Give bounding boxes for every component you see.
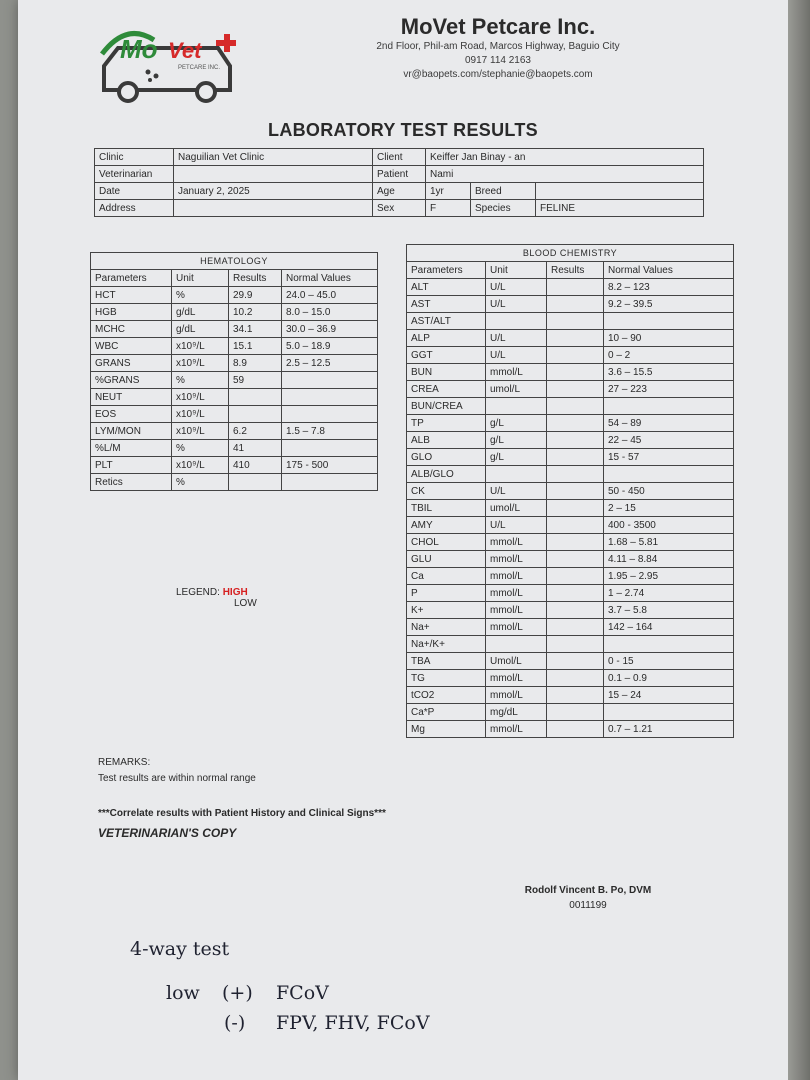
table-cell: umol/L xyxy=(486,381,547,398)
remarks-text: Test results are within normal range xyxy=(98,773,256,784)
table-cell: 8.2 – 123 xyxy=(604,279,734,296)
table-cell: 22 – 45 xyxy=(604,432,734,449)
table-cell: Na+/K+ xyxy=(407,636,486,653)
clinic-label: Clinic xyxy=(95,149,174,166)
table-cell: 2 – 15 xyxy=(604,500,734,517)
table-cell xyxy=(547,330,604,347)
table-cell xyxy=(547,500,604,517)
table-cell: EOS xyxy=(91,406,172,423)
table-row xyxy=(407,721,734,738)
table-cell: U/L xyxy=(486,279,547,296)
table-row xyxy=(407,704,734,721)
table-cell: g/L xyxy=(486,415,547,432)
report-title: LABORATORY TEST RESULTS xyxy=(268,120,538,140)
handwritten-negative: (-) xyxy=(224,1012,246,1034)
table-cell: GLU xyxy=(407,551,486,568)
table-cell: Ca xyxy=(407,568,486,585)
table-cell xyxy=(547,568,604,585)
hematology-table xyxy=(90,252,378,491)
table-row xyxy=(407,619,734,636)
table-row xyxy=(407,500,734,517)
hematology-title: HEMATOLOGY xyxy=(91,253,378,270)
table-cell xyxy=(547,721,604,738)
table-cell: 10 – 90 xyxy=(604,330,734,347)
table-cell xyxy=(486,466,547,483)
table-cell xyxy=(547,279,604,296)
date-value: January 2, 2025 xyxy=(174,183,373,200)
table-cell: Retics xyxy=(91,474,172,491)
vet-label: Veterinarian xyxy=(95,166,174,183)
table-cell: mmol/L xyxy=(486,364,547,381)
table-row xyxy=(407,279,734,296)
table-row xyxy=(407,551,734,568)
table-cell: 8.9 xyxy=(229,355,282,372)
table-cell: mmol/L xyxy=(486,551,547,568)
company-phone: 0917 114 2163 xyxy=(465,55,531,66)
table-cell: 3.6 – 15.5 xyxy=(604,364,734,381)
table-row xyxy=(407,670,734,687)
remarks-label: REMARKS: xyxy=(98,757,151,768)
column-header: Results xyxy=(547,262,604,279)
table-cell: 9.2 – 39.5 xyxy=(604,296,734,313)
copy-label: VETERINARIAN'S COPY xyxy=(98,826,237,840)
table-cell: GRANS xyxy=(91,355,172,372)
table-row xyxy=(407,466,734,483)
table-cell: 41 xyxy=(229,440,282,457)
table-cell xyxy=(547,619,604,636)
table-cell xyxy=(547,636,604,653)
legend xyxy=(176,587,257,609)
table-cell: 5.0 – 18.9 xyxy=(282,338,378,355)
table-cell xyxy=(282,440,378,457)
table-cell xyxy=(229,474,282,491)
table-cell: HGB xyxy=(91,304,172,321)
table-cell xyxy=(547,585,604,602)
table-cell: 0 – 2 xyxy=(604,347,734,364)
table-cell: % xyxy=(172,474,229,491)
table-cell xyxy=(547,296,604,313)
table-cell: 175 - 500 xyxy=(282,457,378,474)
table-cell: U/L xyxy=(486,296,547,313)
table-cell: x10⁹/L xyxy=(172,355,229,372)
column-header: Unit xyxy=(486,262,547,279)
table-cell: 29.9 xyxy=(229,287,282,304)
table-cell: TBIL xyxy=(407,500,486,517)
table-cell: mmol/L xyxy=(486,534,547,551)
table-cell xyxy=(547,483,604,500)
table-cell: 8.0 – 15.0 xyxy=(282,304,378,321)
table-cell: BUN/CREA xyxy=(407,398,486,415)
table-cell: ALP xyxy=(407,330,486,347)
table-cell: 50 - 450 xyxy=(604,483,734,500)
table-row xyxy=(91,287,378,304)
table-cell: % xyxy=(172,372,229,389)
table-cell: Ca*P xyxy=(407,704,486,721)
signer-license: 0011199 xyxy=(569,900,607,911)
table-cell: 3.7 – 5.8 xyxy=(604,602,734,619)
svg-text:Mo: Mo xyxy=(120,34,158,64)
table-cell: mmol/L xyxy=(486,687,547,704)
table-row xyxy=(407,364,734,381)
table-cell: WBC xyxy=(91,338,172,355)
info-row xyxy=(95,149,704,166)
table-cell: x10⁹/L xyxy=(172,457,229,474)
table-cell: mmol/L xyxy=(486,585,547,602)
table-cell: 0.7 – 1.21 xyxy=(604,721,734,738)
table-row xyxy=(91,440,378,457)
table-cell: AST xyxy=(407,296,486,313)
table-cell xyxy=(547,517,604,534)
table-cell: 1.68 – 5.81 xyxy=(604,534,734,551)
table-cell: 2.5 – 12.5 xyxy=(282,355,378,372)
table-cell: 0 - 15 xyxy=(604,653,734,670)
info-row xyxy=(95,200,704,217)
patient-label: Patient xyxy=(373,166,426,183)
table-cell xyxy=(604,398,734,415)
table-row xyxy=(407,449,734,466)
info-row xyxy=(95,183,704,200)
table-cell: x10⁹/L xyxy=(172,338,229,355)
patient-info-table xyxy=(94,148,704,217)
table-cell: 59 xyxy=(229,372,282,389)
table-cell: CK xyxy=(407,483,486,500)
table-cell: NEUT xyxy=(91,389,172,406)
column-header: Normal Values xyxy=(282,270,378,287)
table-cell: x10⁹/L xyxy=(172,423,229,440)
table-cell: 30.0 – 36.9 xyxy=(282,321,378,338)
table-cell: mmol/L xyxy=(486,602,547,619)
table-cell: P xyxy=(407,585,486,602)
table-cell xyxy=(547,364,604,381)
svg-text:PETCARE INC.: PETCARE INC. xyxy=(178,65,221,71)
table-row xyxy=(407,381,734,398)
table-row xyxy=(91,355,378,372)
table-cell: 15.1 xyxy=(229,338,282,355)
table-cell xyxy=(547,381,604,398)
patient-value: Nami xyxy=(426,166,704,183)
table-cell: ALB xyxy=(407,432,486,449)
column-header: Parameters xyxy=(407,262,486,279)
table-cell: 15 - 57 xyxy=(604,449,734,466)
table-cell: % xyxy=(172,440,229,457)
table-cell: 0.1 – 0.9 xyxy=(604,670,734,687)
table-cell: GGT xyxy=(407,347,486,364)
column-header: Results xyxy=(229,270,282,287)
table-cell xyxy=(604,313,734,330)
table-row xyxy=(407,296,734,313)
table-cell: ALB/GLO xyxy=(407,466,486,483)
table-cell: GLO xyxy=(407,449,486,466)
table-cell: ALT xyxy=(407,279,486,296)
address-label: Address xyxy=(95,200,174,217)
signer-name: Rodolf Vincent B. Po, DVM xyxy=(524,885,652,896)
table-cell: AST/ALT xyxy=(407,313,486,330)
table-cell xyxy=(547,602,604,619)
table-cell: Mg xyxy=(407,721,486,738)
table-cell: x10⁹/L xyxy=(172,389,229,406)
client-value: Keiffer Jan Binay - an xyxy=(426,149,704,166)
background-edge xyxy=(788,0,810,1080)
blood-chemistry-table xyxy=(406,244,734,738)
table-row xyxy=(407,432,734,449)
company-header xyxy=(348,14,648,82)
table-cell: U/L xyxy=(486,347,547,364)
table-cell: 4.11 – 8.84 xyxy=(604,551,734,568)
table-row xyxy=(407,653,734,670)
table-row xyxy=(407,534,734,551)
table-cell: TG xyxy=(407,670,486,687)
legend-high: HIGH xyxy=(222,587,248,598)
table-row xyxy=(91,372,378,389)
table-cell: g/L xyxy=(486,449,547,466)
table-cell: %L/M xyxy=(91,440,172,457)
table-cell: 27 – 223 xyxy=(604,381,734,398)
table-cell: 142 – 164 xyxy=(604,619,734,636)
table-cell: %GRANS xyxy=(91,372,172,389)
table-cell xyxy=(282,406,378,423)
table-cell: Na+ xyxy=(407,619,486,636)
table-cell: x10⁹/L xyxy=(172,406,229,423)
table-cell: U/L xyxy=(486,517,547,534)
table-cell xyxy=(547,347,604,364)
table-cell: PLT xyxy=(91,457,172,474)
table-cell: LYM/MON xyxy=(91,423,172,440)
table-row xyxy=(407,585,734,602)
handwritten-line1: 4-way test xyxy=(130,938,230,960)
table-cell: 15 – 24 xyxy=(604,687,734,704)
handwritten-negative-result: FPV, FHV, FCoV xyxy=(276,1012,430,1034)
table-cell xyxy=(547,449,604,466)
table-cell xyxy=(547,670,604,687)
column-header: Normal Values xyxy=(604,262,734,279)
sex-label: Sex xyxy=(373,200,426,217)
date-label: Date xyxy=(95,183,174,200)
table-row xyxy=(91,423,378,440)
svg-text:Vet: Vet xyxy=(168,38,202,63)
vet-value xyxy=(174,166,373,183)
table-cell: mg/dL xyxy=(486,704,547,721)
company-address: 2nd Floor, Phil-am Road, Marcos Highway, Baguio City xyxy=(376,41,620,52)
table-cell xyxy=(282,389,378,406)
table-cell: U/L xyxy=(486,330,547,347)
table-cell xyxy=(486,313,547,330)
table-cell: g/dL xyxy=(172,304,229,321)
table-row xyxy=(91,304,378,321)
breed-value xyxy=(536,183,704,200)
table-cell xyxy=(547,704,604,721)
age-value: 1yr xyxy=(426,183,471,200)
van-logo-icon xyxy=(98,14,238,104)
table-cell: CHOL xyxy=(407,534,486,551)
clinic-value: Naguilian Vet Clinic xyxy=(174,149,373,166)
table-cell: mmol/L xyxy=(486,619,547,636)
table-cell xyxy=(486,398,547,415)
table-row xyxy=(407,330,734,347)
table-row xyxy=(407,517,734,534)
client-label: Client xyxy=(373,149,426,166)
table-cell xyxy=(547,313,604,330)
table-cell xyxy=(486,636,547,653)
table-row xyxy=(91,389,378,406)
table-cell: mmol/L xyxy=(486,721,547,738)
table-cell: tCO2 xyxy=(407,687,486,704)
table-cell: 1 – 2.74 xyxy=(604,585,734,602)
table-cell: TP xyxy=(407,415,486,432)
table-cell xyxy=(547,551,604,568)
table-cell: 24.0 – 45.0 xyxy=(282,287,378,304)
table-cell xyxy=(604,636,734,653)
table-cell: % xyxy=(172,287,229,304)
remarks xyxy=(98,755,256,787)
lab-report-page xyxy=(18,0,788,1080)
blood-chemistry-title: BLOOD CHEMISTRY xyxy=(407,245,734,262)
table-cell: K+ xyxy=(407,602,486,619)
table-row xyxy=(91,474,378,491)
table-row xyxy=(91,338,378,355)
table-cell xyxy=(547,534,604,551)
handwritten-low: low xyxy=(166,982,200,1004)
table-row xyxy=(91,457,378,474)
table-row xyxy=(407,313,734,330)
table-row xyxy=(407,415,734,432)
movet-logo xyxy=(98,14,238,104)
table-cell xyxy=(604,466,734,483)
table-cell xyxy=(547,653,604,670)
table-cell: mmol/L xyxy=(486,670,547,687)
species-value: FELINE xyxy=(536,200,704,217)
address-value xyxy=(174,200,373,217)
table-cell xyxy=(229,389,282,406)
table-row xyxy=(407,636,734,653)
table-cell: 1.95 – 2.95 xyxy=(604,568,734,585)
species-label: Species xyxy=(471,200,536,217)
sex-value: F xyxy=(426,200,471,217)
handwritten-positive: (+) xyxy=(222,982,253,1004)
table-cell xyxy=(604,704,734,721)
table-row xyxy=(407,347,734,364)
table-cell: 410 xyxy=(229,457,282,474)
legend-label: LEGEND: xyxy=(176,587,220,598)
table-cell: mmol/L xyxy=(486,568,547,585)
info-row xyxy=(95,166,704,183)
company-email: vr@baopets.com/stephanie@baopets.com xyxy=(403,69,593,80)
table-row xyxy=(91,406,378,423)
table-cell: TBA xyxy=(407,653,486,670)
table-cell xyxy=(282,372,378,389)
blood-chemistry-rows xyxy=(407,279,734,738)
table-cell: umol/L xyxy=(486,500,547,517)
column-header: Parameters xyxy=(91,270,172,287)
table-row xyxy=(407,483,734,500)
table-row xyxy=(407,687,734,704)
table-row xyxy=(407,568,734,585)
table-cell: 10.2 xyxy=(229,304,282,321)
signatory xyxy=(498,883,678,913)
company-name: MoVet Petcare Inc. xyxy=(400,14,596,39)
table-cell: BUN xyxy=(407,364,486,381)
table-cell: g/L xyxy=(486,432,547,449)
table-cell: HCT xyxy=(91,287,172,304)
table-cell: U/L xyxy=(486,483,547,500)
table-cell: 34.1 xyxy=(229,321,282,338)
table-cell xyxy=(547,398,604,415)
table-cell xyxy=(547,432,604,449)
legend-low: LOW xyxy=(234,598,257,609)
table-cell: Umol/L xyxy=(486,653,547,670)
table-cell xyxy=(547,415,604,432)
table-cell: g/dL xyxy=(172,321,229,338)
table-cell: CREA xyxy=(407,381,486,398)
table-cell: MCHC xyxy=(91,321,172,338)
hematology-rows xyxy=(91,287,378,491)
table-cell xyxy=(229,406,282,423)
handwritten-positive-result: FCoV xyxy=(276,982,329,1004)
column-header: Unit xyxy=(172,270,229,287)
breed-label: Breed xyxy=(471,183,536,200)
table-row xyxy=(407,398,734,415)
table-cell xyxy=(282,474,378,491)
age-label: Age xyxy=(373,183,426,200)
table-cell: 400 - 3500 xyxy=(604,517,734,534)
table-cell: 1.5 – 7.8 xyxy=(282,423,378,440)
table-cell xyxy=(547,466,604,483)
correlate-note: ***Correlate results with Patient History and Clinical Signs*** xyxy=(98,808,386,819)
table-cell: 54 – 89 xyxy=(604,415,734,432)
table-row xyxy=(91,321,378,338)
table-cell xyxy=(547,687,604,704)
table-cell: 6.2 xyxy=(229,423,282,440)
table-row xyxy=(407,602,734,619)
table-cell: AMY xyxy=(407,517,486,534)
